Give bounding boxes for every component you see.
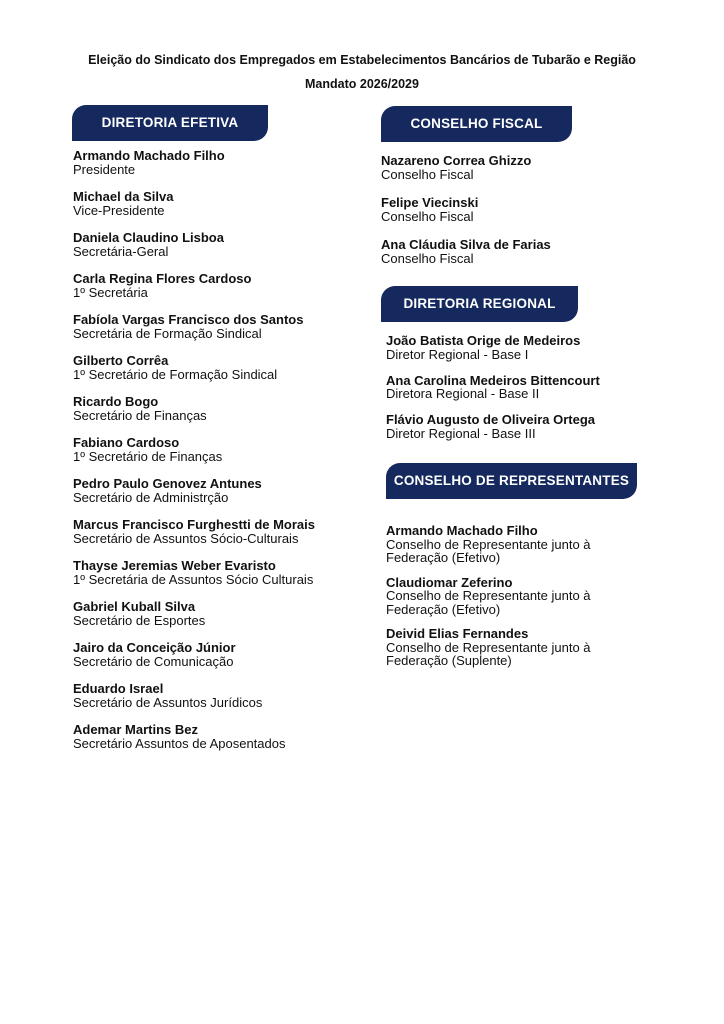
- conselho-representantes-list: [386, 524, 686, 679]
- member-name: Daniela Claudino Lisboa: [73, 230, 224, 245]
- member-role: Secretário de Assuntos Jurídicos: [73, 694, 263, 710]
- member-name: Ana Cláudia Silva de Farias: [381, 237, 551, 252]
- list-item: [386, 576, 686, 617]
- member-role: Secretária-Geral: [73, 243, 169, 259]
- list-item: [73, 559, 373, 586]
- member-name: Gilberto Corrêa: [73, 353, 169, 368]
- list-item: [73, 600, 373, 627]
- member-role: Secretário de Administrção: [73, 489, 229, 505]
- member-name: Flávio Augusto de Oliveira Ortega: [386, 412, 596, 427]
- list-item: [386, 413, 686, 440]
- member-role-continued: Federação (Efetivo): [386, 550, 501, 565]
- member-name: Deivid Elias Fernandes: [386, 626, 529, 641]
- member-name: Fabiano Cardoso: [73, 435, 180, 450]
- member-role: 1º Secretário de Finanças: [73, 448, 223, 464]
- member-role: Secretário de Assuntos Sócio-Culturais: [73, 530, 299, 546]
- list-item: [386, 334, 686, 361]
- member-name: Pedro Paulo Genovez Antunes: [73, 476, 262, 491]
- list-item: [386, 627, 686, 668]
- list-item: [381, 154, 681, 181]
- section-tag-conselho-fiscal: CONSELHO FISCAL: [381, 106, 572, 142]
- member-role: Vice-Presidente: [73, 202, 165, 218]
- member-role: Conselho Fiscal: [381, 208, 474, 224]
- mandate-subtitle: Mandato 2026/2029: [305, 77, 419, 91]
- list-item: [73, 272, 373, 299]
- member-name: Armando Machado Filho: [73, 148, 225, 163]
- member-role: Conselho de Representante junto à: [386, 536, 591, 552]
- member-role: Conselho Fiscal: [381, 166, 474, 182]
- document-title: Eleição do Sindicato dos Empregados em Estabelecimentos Bancários de Tubarão e Região: [88, 53, 636, 67]
- member-name: Jairo da Conceição Júnior: [73, 640, 236, 655]
- member-name: Ricardo Bogo: [73, 394, 159, 409]
- member-role-continued: Federação (Efetivo): [386, 601, 501, 617]
- list-item: [73, 395, 373, 422]
- list-item: [73, 190, 373, 217]
- list-item: [73, 723, 373, 750]
- list-item: [386, 374, 686, 401]
- list-item: [73, 149, 373, 176]
- member-role: Presidente: [73, 161, 136, 177]
- list-item: [386, 524, 686, 565]
- diretoria-efetiva-list: [73, 149, 373, 764]
- list-item: [73, 641, 373, 668]
- section-tag-diretoria-regional: DIRETORIA REGIONAL: [381, 286, 578, 322]
- member-role: Conselho de Representante junto à: [386, 588, 591, 603]
- section-tag-diretoria-efetiva: DIRETORIA EFETIVA: [72, 105, 268, 141]
- member-role: Conselho Fiscal: [381, 250, 474, 266]
- member-role: Diretor Regional - Base III: [386, 425, 536, 441]
- member-role: Secretário Assuntos de Aposentados: [73, 735, 286, 751]
- member-role: Secretário de Comunicação: [73, 653, 234, 669]
- list-item: [381, 196, 681, 223]
- member-name: Gabriel Kuball Silva: [73, 599, 196, 614]
- member-name: Felipe Viecinski: [381, 195, 479, 210]
- list-item: [73, 518, 373, 545]
- member-role: Conselho de Representante junto à: [386, 639, 591, 655]
- member-role: Secretário de Esportes: [73, 612, 206, 628]
- member-name: Armando Machado Filho: [386, 523, 538, 538]
- member-name: Ademar Martins Bez: [73, 722, 198, 737]
- list-item: [381, 238, 681, 265]
- member-name: Carla Regina Flores Cardoso: [73, 271, 252, 286]
- member-name: Ana Carolina Medeiros Bittencourt: [386, 372, 600, 388]
- member-name: Marcus Francisco Furghestti de Morais: [73, 517, 316, 532]
- section-tag-conselho-representantes: CONSELHO DE REPRESENTANTES: [386, 463, 637, 499]
- list-item: [73, 231, 373, 258]
- diretoria-regional-list: [386, 334, 686, 453]
- list-item: [73, 436, 373, 463]
- member-role: Diretora Regional - Base II: [386, 386, 540, 401]
- member-name: João Batista Orige de Medeiros: [386, 333, 581, 348]
- list-item: [73, 682, 373, 709]
- list-item: [73, 477, 373, 504]
- member-name: Nazareno Correa Ghizzo: [381, 153, 532, 168]
- list-item: [73, 313, 373, 340]
- member-name: Eduardo Israel: [73, 681, 164, 696]
- member-name: Michael da Silva: [73, 189, 174, 204]
- member-role: 1º Secretário de Formação Sindical: [73, 366, 278, 382]
- member-role: Secretária de Formação Sindical: [73, 325, 262, 341]
- member-role-continued: Federação (Suplente): [386, 653, 512, 668]
- member-name: Claudiomar Zeferino: [386, 574, 513, 590]
- member-role: Diretor Regional - Base I: [386, 346, 529, 362]
- member-role: 1º Secretária de Assuntos Sócio Culturais: [73, 571, 314, 587]
- list-item: [73, 354, 373, 381]
- member-role: 1º Secretária: [73, 284, 148, 300]
- conselho-fiscal-list: [381, 154, 681, 280]
- member-role: Secretário de Finanças: [73, 407, 207, 423]
- member-name: Fabíola Vargas Francisco dos Santos: [73, 312, 304, 327]
- member-name: Thayse Jeremias Weber Evaristo: [73, 558, 276, 573]
